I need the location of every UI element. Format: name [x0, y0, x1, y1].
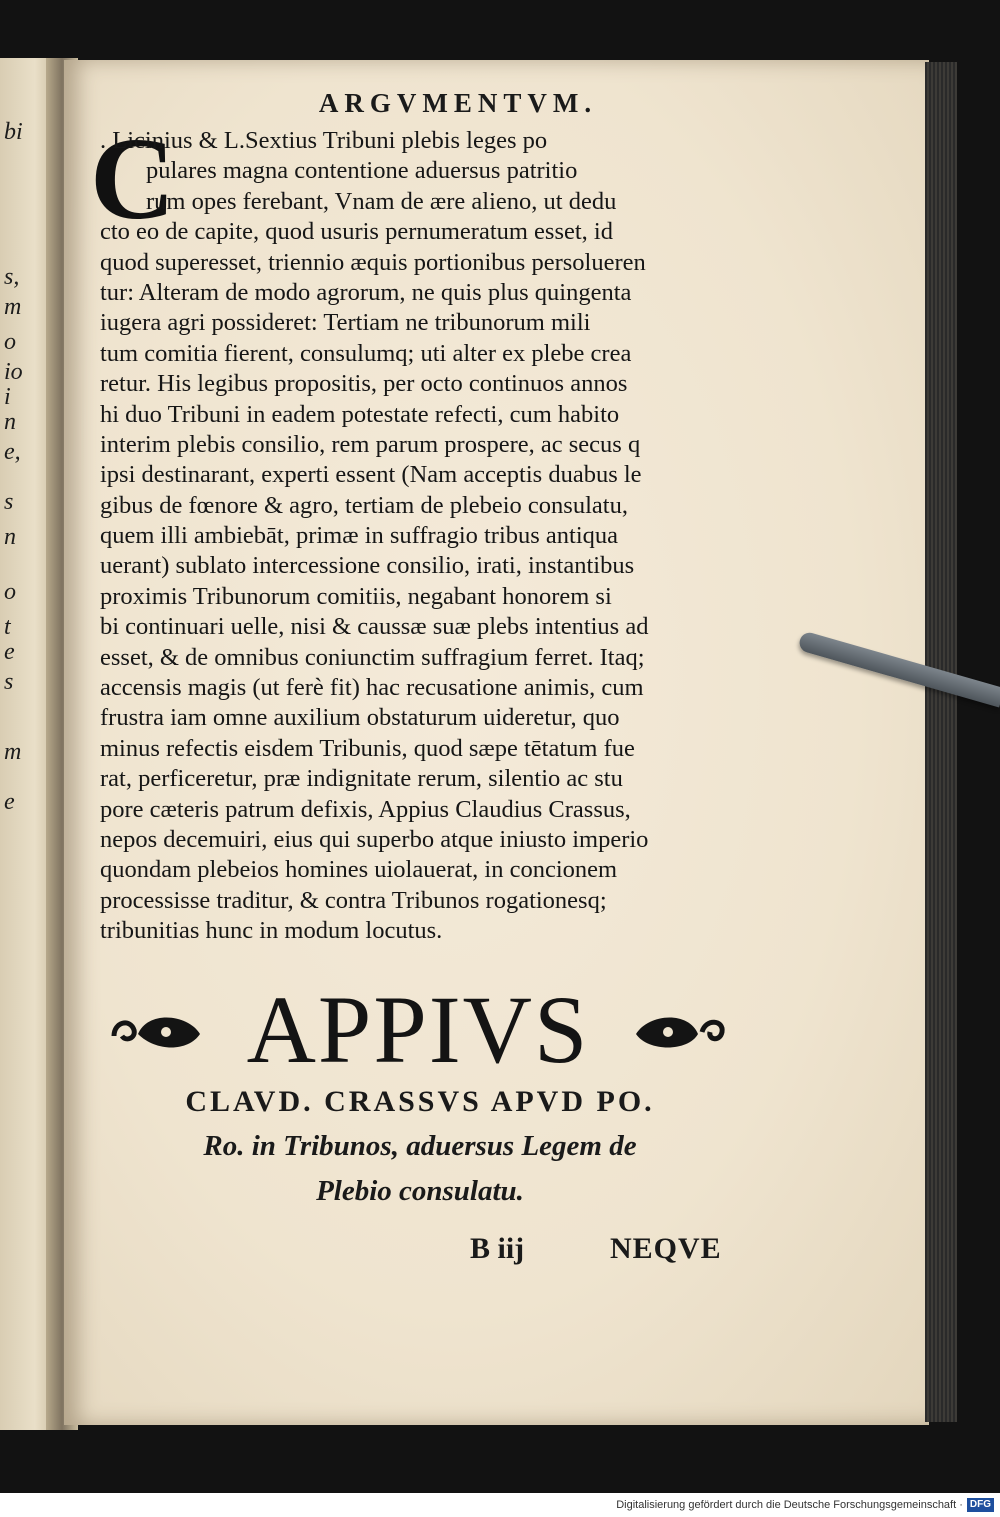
left-page-fragment: m	[4, 739, 22, 765]
text-line: bi continuari uelle, nisi & caussæ suæ plebs intentius ad	[100, 613, 649, 641]
footer-text: Digitalisierung gefördert durch die Deutsche Forschungsgemeinschaft ·	[616, 1499, 963, 1511]
text-line: pore cæteris patrum defixis, Appius Claudius Crassus,	[100, 795, 631, 823]
left-page-fragment: t	[4, 614, 11, 640]
left-page-fragment: io	[4, 359, 23, 385]
catchword: NEQVE	[610, 1232, 722, 1265]
text-line: interim plebis consilio, rem parum prospere, ac secus q	[100, 430, 641, 458]
text-line: minus refectis eisdem Tribunis, quod sæpe tētatum fue	[100, 734, 635, 762]
text-line: rat, perficeretur, præ indignitate rerum, silentio ac stu	[100, 765, 623, 793]
left-fleuron-icon	[108, 1000, 208, 1060]
left-page-fragment: e	[4, 789, 15, 815]
subtitle-line-1: CLAVD. CRASSVS APVD PO.	[185, 1085, 655, 1118]
left-page-fragment: n	[4, 409, 16, 435]
text-line: hi duo Tribuni in eadem potestate refecti, cum habito	[100, 400, 620, 428]
text-line: tribunitias hunc in modum locutus.	[100, 917, 443, 945]
title-row	[108, 976, 728, 1083]
left-page-fragment: s	[4, 489, 14, 515]
text-line: iugera agri possideret: Tertiam ne tribunorum mili	[100, 309, 591, 337]
text-line: accensis magis (ut ferè fit) hac recusatione animis, cum	[100, 674, 644, 702]
left-page-fragment: o	[4, 329, 16, 355]
text-line: pulares magna contentione aduersus patritio	[146, 157, 578, 185]
text-line: tum comitia fierent, consulumq; uti alter ex plebe crea	[100, 339, 632, 367]
right-fleuron-icon	[628, 1000, 728, 1060]
footer-credit	[0, 1493, 1000, 1517]
text-line: ipsi destinarant, experti essent (Nam acceptis duabus le	[100, 461, 642, 489]
dfg-logo: DFG	[967, 1498, 994, 1512]
argument-text	[100, 126, 725, 947]
drop-capital: C	[90, 113, 176, 244]
text-line: quod superesset, triennio æquis portionibus persolueren	[100, 248, 646, 276]
left-page-fragment: i	[4, 384, 11, 410]
text-line: processisse traditur, & contra Tribunos rogationesq;	[100, 886, 607, 914]
text-line: . Licinius & L.Sextius Tribuni plebis leges po	[100, 127, 548, 154]
left-page-fragment: n	[4, 524, 16, 550]
text-line: rum opes ferebant, Vnam de ære alieno, ut dedu	[146, 187, 617, 215]
text-line: quem illi ambiebāt, primæ in suffragio tribus antiqua	[100, 522, 619, 550]
left-page-fragment: s	[4, 669, 14, 695]
subtitle-line-2: Ro. in Tribunos, aduersus Legem de	[203, 1130, 637, 1162]
text-line: cto eo de capite, quod usuris pernumeratum esset, id	[100, 218, 613, 246]
title-appius: APPIVS	[246, 976, 590, 1083]
text-line: tur: Alteram de modo agrorum, ne quis plus quingenta	[100, 278, 632, 306]
signature-mark: B iij	[470, 1232, 525, 1265]
text-line: quondam plebeios homines uiolauerat, in concionem	[100, 856, 618, 884]
text-line: esset, & de omnibus coniunctim suffragium ferret. Itaq;	[100, 643, 645, 671]
text-line: nepos decemuiri, eius qui superbo atque iniusto imperio	[100, 825, 649, 853]
left-page-fragment: m	[4, 294, 22, 320]
left-page-fragment: o	[4, 579, 16, 605]
text-line: frustra iam omne auxilium obstaturum uideretur, quo	[100, 704, 620, 732]
left-page-fragment: e,	[4, 439, 21, 465]
text-line: retur. His legibus propositis, per octo continuos annos	[100, 370, 628, 398]
page-edges	[925, 62, 957, 1422]
text-line: gibus de fœnore & agro, tertiam de plebeio consulatu,	[100, 491, 628, 519]
text-line: uerant) sublato intercessione consilio, irati, instantibus	[100, 552, 635, 580]
left-page-fragment: bi	[4, 119, 23, 145]
text-line: proximis Tribunorum comitiis, negabant honorem si	[100, 582, 612, 610]
section-heading: ARGVMENTVM.	[318, 88, 598, 118]
left-page-fragment: e	[4, 639, 15, 665]
left-page-fragment: s,	[4, 264, 20, 290]
subtitle-line-3: Plebio consulatu.	[316, 1175, 524, 1207]
